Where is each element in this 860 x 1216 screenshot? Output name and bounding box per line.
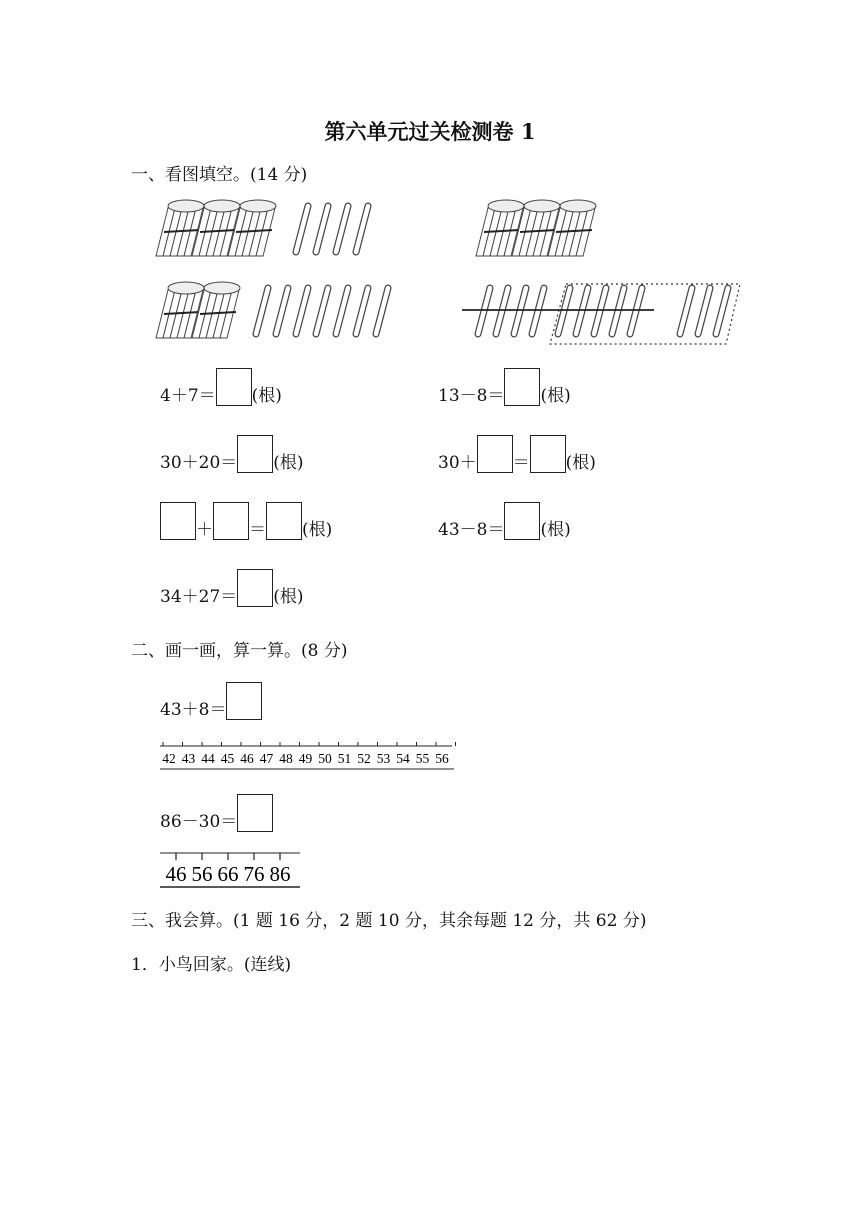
number-line-label: 44 bbox=[201, 751, 215, 766]
number-line-label: 46 bbox=[165, 862, 187, 886]
stick-icon bbox=[356, 288, 368, 334]
stick-icon bbox=[576, 288, 588, 334]
answer-box[interactable] bbox=[504, 502, 540, 540]
stick-icon bbox=[296, 206, 308, 252]
stick-icon bbox=[612, 288, 624, 334]
number-line-label: 47 bbox=[259, 751, 274, 766]
number-line-label: 50 bbox=[318, 751, 332, 766]
number-line-46-86 bbox=[160, 848, 304, 890]
stick-icon bbox=[496, 288, 508, 334]
equation-43-minus-8: 43－8＝ (根) bbox=[438, 498, 571, 540]
number-line-label: 86 bbox=[269, 862, 291, 886]
answer-box[interactable] bbox=[530, 435, 566, 473]
stick-icon bbox=[716, 288, 728, 334]
item1-bird-home: 1．小鸟回家。(连线) bbox=[131, 955, 292, 975]
equation-30-plus-20: 30＋20＝ (根) bbox=[160, 431, 304, 473]
stick-icon bbox=[514, 288, 526, 334]
section2-heading: 二、画一画，算一算。(8 分) bbox=[131, 641, 348, 661]
number-line-label: 42 bbox=[162, 751, 176, 766]
answer-box[interactable] bbox=[504, 368, 540, 406]
number-line-label: 48 bbox=[279, 751, 293, 766]
number-line-label: 54 bbox=[396, 751, 410, 766]
number-line-label: 56 bbox=[435, 751, 449, 766]
stick-icon bbox=[276, 288, 288, 334]
number-line-label: 52 bbox=[357, 751, 371, 766]
stick-icon bbox=[316, 206, 328, 252]
stick-icon bbox=[376, 288, 388, 334]
equation-13-minus-8: 13－8＝ (根) bbox=[438, 364, 571, 406]
stick-icon bbox=[630, 288, 642, 334]
answer-box[interactable] bbox=[237, 794, 273, 832]
number-line-label: 66 bbox=[217, 862, 239, 886]
answer-box[interactable] bbox=[237, 435, 273, 473]
answer-box[interactable] bbox=[237, 569, 273, 607]
stick-icon bbox=[336, 206, 348, 252]
number-line-label: 43 bbox=[181, 751, 196, 766]
answer-box[interactable] bbox=[160, 502, 196, 540]
stick-icon bbox=[698, 288, 710, 334]
section1-heading: 一、看图填空。(14 分) bbox=[131, 165, 308, 185]
number-line-42-56 bbox=[160, 738, 456, 772]
answer-box[interactable] bbox=[266, 502, 302, 540]
answer-box[interactable] bbox=[213, 502, 249, 540]
stick-icon bbox=[336, 288, 348, 334]
stick-icon bbox=[296, 288, 308, 334]
equation-34-plus-27: 34＋27＝ (根) bbox=[160, 565, 304, 607]
equation-30-plus-blank: 30＋ ＝ (根) bbox=[438, 431, 596, 473]
stick-icon bbox=[478, 288, 490, 334]
number-line-label: 56 bbox=[191, 862, 213, 886]
stick-icon bbox=[680, 288, 692, 334]
page-title: 第六单元过关检测卷 1 bbox=[324, 119, 536, 144]
stick-icon bbox=[594, 288, 606, 334]
stick-icon bbox=[316, 288, 328, 334]
number-line-label: 76 bbox=[243, 862, 265, 886]
number-line-label: 51 bbox=[337, 751, 352, 766]
stick-icon bbox=[256, 288, 268, 334]
number-line-label: 55 bbox=[415, 751, 430, 766]
equation-blank-plus-blank: ＋ ＝ (根) bbox=[160, 498, 332, 540]
equation-43-plus-8: 43＋8＝ bbox=[160, 678, 262, 720]
section3-heading: 三、我会算。(1 题 16 分，2 题 10 分，其余每题 12 分，共 62 分) bbox=[131, 911, 647, 931]
answer-box[interactable] bbox=[216, 368, 252, 406]
number-line-label: 45 bbox=[220, 751, 235, 766]
stick-icon bbox=[356, 206, 368, 252]
stick-icon bbox=[558, 288, 570, 334]
equation-86-minus-30: 86－30＝ bbox=[160, 790, 273, 832]
number-line-label: 53 bbox=[376, 751, 391, 766]
number-line-label: 46 bbox=[240, 751, 254, 766]
sticks-illustration bbox=[160, 198, 750, 348]
equation-4-plus-7: 4＋7＝ (根) bbox=[160, 364, 282, 406]
stick-icon bbox=[532, 288, 544, 334]
answer-box[interactable] bbox=[477, 435, 513, 473]
answer-box[interactable] bbox=[226, 682, 262, 720]
number-line-label: 49 bbox=[298, 751, 313, 766]
